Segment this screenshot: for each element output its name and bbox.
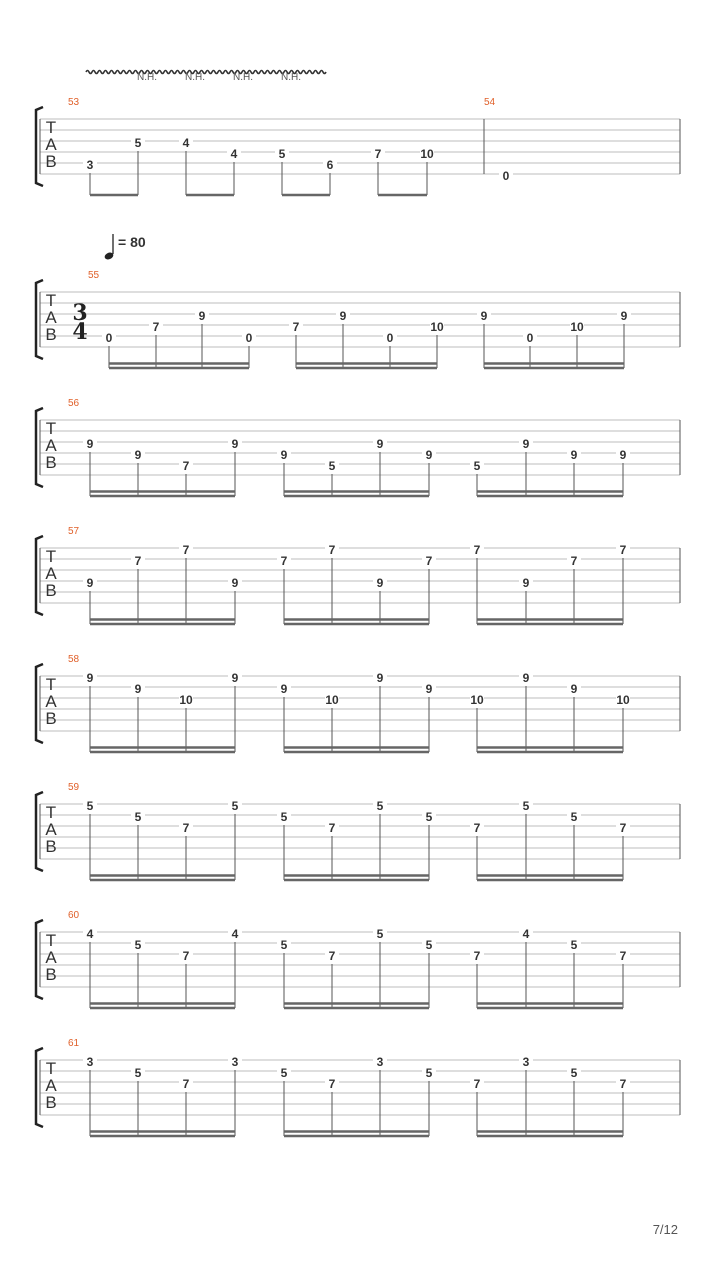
fret-number: 9 (280, 682, 288, 696)
fret-number: 7 (473, 949, 481, 963)
fret-number: 5 (570, 938, 578, 952)
fret-number: 0 (245, 331, 253, 345)
fret-number: 4 (522, 927, 530, 941)
tab-clef-letter: T (45, 675, 57, 694)
fret-number: 9 (86, 437, 94, 451)
measure-number: 59 (68, 782, 80, 793)
tab-system (36, 654, 680, 752)
fret-number: 7 (182, 459, 190, 473)
tab-clef-letter: B (45, 152, 57, 171)
measure-number: 57 (68, 526, 80, 537)
tab-clef-letter: A (45, 1076, 57, 1095)
fret-number: 7 (182, 949, 190, 963)
fret-number: 7 (182, 821, 190, 835)
fret-number: 0 (526, 331, 534, 345)
fret-number: 5 (473, 459, 481, 473)
fret-number: 9 (231, 671, 239, 685)
measure-number: 58 (68, 654, 80, 665)
fret-number: 10 (179, 693, 193, 707)
fret-number: 7 (292, 320, 300, 334)
fret-number: 9 (376, 437, 384, 451)
systems (36, 97, 680, 1136)
tab-clef-letter: A (45, 820, 57, 839)
fret-number: 9 (425, 448, 433, 462)
measure-number: 54 (484, 97, 496, 108)
time-signature-top: 3 (72, 300, 88, 326)
fret-number: 3 (86, 1055, 94, 1069)
fret-number: 9 (570, 448, 578, 462)
fret-number: 7 (619, 1077, 627, 1091)
fret-number: 9 (376, 576, 384, 590)
fret-number: 9 (198, 309, 206, 323)
tab-clef-letter: T (45, 931, 57, 950)
tab-clef-letter: A (45, 135, 57, 154)
fret-number: 5 (280, 810, 288, 824)
tab-clef-letter: A (45, 692, 57, 711)
measure-number: 56 (68, 398, 80, 409)
fret-number: 6 (326, 158, 334, 172)
fret-number: 7 (182, 543, 190, 557)
fret-number: 7 (182, 1077, 190, 1091)
fret-number: 9 (425, 682, 433, 696)
fret-number: 9 (522, 671, 530, 685)
tab-clef-letter: A (45, 436, 57, 455)
fret-number: 3 (376, 1055, 384, 1069)
measure-number: 55 (88, 270, 100, 281)
fret-number: 5 (376, 927, 384, 941)
fret-number: 7 (619, 949, 627, 963)
fret-number: 10 (430, 320, 444, 334)
fret-number: 10 (325, 693, 339, 707)
fret-number: 5 (425, 938, 433, 952)
fret-number: 5 (86, 799, 94, 813)
measure-number: 60 (68, 910, 80, 921)
fret-number: 9 (231, 576, 239, 590)
tempo-marking (104, 234, 146, 261)
fret-number: 9 (86, 576, 94, 590)
tab-clef-letter: T (45, 291, 57, 310)
fret-number: 10 (420, 147, 434, 161)
fret-number: 5 (134, 938, 142, 952)
fret-number: 7 (425, 554, 433, 568)
fret-number: 5 (376, 799, 384, 813)
measure-number: 53 (68, 97, 80, 108)
fret-number: 4 (86, 927, 94, 941)
fret-number: 7 (328, 821, 336, 835)
tab-system (36, 270, 680, 368)
fret-number: 10 (616, 693, 630, 707)
fret-number: 3 (86, 158, 94, 172)
measure-number: 61 (68, 1038, 80, 1049)
fret-number: 9 (339, 309, 347, 323)
fret-number: 7 (152, 320, 160, 334)
fret-number: 4 (182, 136, 190, 150)
fret-number: 0 (105, 331, 113, 345)
fret-number: 7 (619, 543, 627, 557)
fret-number: 9 (522, 437, 530, 451)
fret-number: 9 (619, 448, 627, 462)
tab-system (36, 526, 680, 624)
fret-number: 7 (570, 554, 578, 568)
tab-system (36, 97, 680, 195)
fret-number: 0 (502, 169, 510, 183)
fret-number: 9 (522, 576, 530, 590)
natural-harmonic-label: N.H. (281, 72, 301, 83)
fret-number: 5 (134, 136, 142, 150)
fret-number: 9 (570, 682, 578, 696)
fret-number: 4 (230, 147, 238, 161)
fret-number: 5 (425, 810, 433, 824)
fret-number: 9 (480, 309, 488, 323)
fret-number: 5 (231, 799, 239, 813)
fret-number: 7 (328, 949, 336, 963)
fret-number: 5 (522, 799, 530, 813)
fret-number: 3 (522, 1055, 530, 1069)
fret-number: 7 (374, 147, 382, 161)
vibrato-ornament (86, 71, 326, 84)
tab-clef-letter: B (45, 965, 57, 984)
tab-system (36, 782, 680, 880)
fret-number: 9 (134, 448, 142, 462)
fret-number: 9 (280, 448, 288, 462)
tempo-value: = 80 (118, 234, 146, 250)
natural-harmonic-label: N.H. (233, 72, 253, 83)
natural-harmonic-label: N.H. (185, 72, 205, 83)
fret-number: 9 (134, 682, 142, 696)
tab-system (36, 1038, 680, 1136)
tab-clef-letter: B (45, 453, 57, 472)
fret-number: 7 (328, 1077, 336, 1091)
tab-clef-letter: T (45, 1059, 57, 1078)
fret-number: 7 (473, 543, 481, 557)
fret-number: 5 (278, 147, 286, 161)
fret-number: 3 (231, 1055, 239, 1069)
fret-number: 7 (134, 554, 142, 568)
fret-number: 9 (376, 671, 384, 685)
fret-number: 0 (386, 331, 394, 345)
tab-clef-letter: T (45, 547, 57, 566)
fret-number: 9 (620, 309, 628, 323)
fret-number: 7 (619, 821, 627, 835)
tab-clef-letter: B (45, 581, 57, 600)
tab-clef-letter: A (45, 564, 57, 583)
tab-clef-letter: B (45, 1093, 57, 1112)
fret-number: 5 (134, 1066, 142, 1080)
fret-number: 7 (328, 543, 336, 557)
natural-harmonic-label: N.H. (137, 72, 157, 83)
tab-clef-letter: B (45, 837, 57, 856)
fret-number: 10 (470, 693, 484, 707)
tab-system (36, 398, 680, 496)
tab-clef-letter: B (45, 325, 57, 344)
fret-number: 9 (231, 437, 239, 451)
fret-number: 5 (570, 1066, 578, 1080)
fret-number: 7 (280, 554, 288, 568)
tab-clef-letter: T (45, 118, 57, 137)
fret-number: 9 (86, 671, 94, 685)
tab-clef-letter: A (45, 948, 57, 967)
time-signature-bottom: 4 (72, 319, 88, 345)
fret-number: 5 (570, 810, 578, 824)
tab-clef-letter: T (45, 803, 57, 822)
fret-number: 7 (473, 1077, 481, 1091)
fret-number: 5 (280, 1066, 288, 1080)
fret-number: 7 (473, 821, 481, 835)
fret-number: 5 (134, 810, 142, 824)
fret-number: 5 (328, 459, 336, 473)
fret-number: 10 (570, 320, 584, 334)
tab-clef-letter: A (45, 308, 57, 327)
fret-number: 5 (425, 1066, 433, 1080)
tab-system (36, 910, 680, 1008)
fret-number: 4 (231, 927, 239, 941)
tab-clef-letter: B (45, 709, 57, 728)
page-number: 7/12 (652, 1222, 678, 1237)
fret-number: 5 (280, 938, 288, 952)
tab-clef-letter: T (45, 419, 57, 438)
